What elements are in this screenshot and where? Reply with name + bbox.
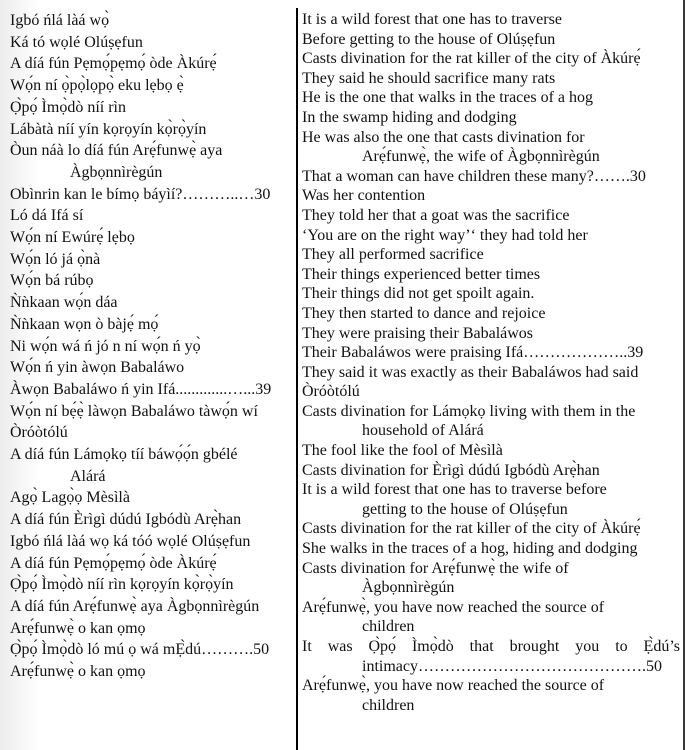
english-verse-line-text: It is a wild forest that one has to traverse (302, 11, 562, 28)
yoruba-verse-line (10, 379, 294, 401)
yoruba-verse-line (10, 97, 294, 119)
english-verse-line-continuation: household of Alárá (362, 422, 484, 440)
yoruba-verse-line-text: Ni wọ́n wá ń jó n ní wọ́n ń yọ̀ (10, 337, 201, 355)
yoruba-verse-line-text: Ǹǹkaan wọn ò bàjẹ́ mọ́ (10, 315, 159, 333)
yoruba-verse-line-text: Ọ̀pọ́ Ìmọ̀dò níí rìn kọrọyín kọ̀rọ̀yín (10, 576, 234, 594)
english-verse-line (302, 539, 680, 559)
yoruba-verse-line (10, 487, 294, 509)
english-verse-line (302, 382, 680, 402)
yoruba-verse-line (10, 661, 294, 683)
yoruba-verse-line (10, 444, 294, 487)
yoruba-verse-line (10, 205, 294, 227)
english-verse-line-continuation: intimacy…………………………………….50 (362, 657, 662, 675)
english-verse-line-text: Casts divination for the rat killer of the city of Àkúrẹ́ (302, 50, 641, 68)
yoruba-verse-line (10, 292, 294, 314)
yoruba-verse-line (10, 184, 294, 206)
yoruba-verse-line-text: Òróòtólú (10, 424, 68, 442)
yoruba-verse-line-text: Ọ̀pọ́ Ìmọ̀dò níí rìn (10, 98, 126, 116)
yoruba-verse-line-text: A díá fún Pẹmọ́pẹmọ́ òde Àkúrẹ́ (10, 55, 217, 73)
yoruba-verse-line-text: Òun náà lo díá fún Arẹ́funwẹ̀ aya (10, 142, 223, 160)
yoruba-verse-line (10, 314, 294, 336)
english-verse-line (302, 461, 680, 481)
yoruba-verse-line-text: A díá fún Lámọkọ tíí báwọ́ọ́n gbélé (10, 446, 238, 464)
yoruba-verse-line-text: A díá fún Arẹ́funwẹ̀ aya Àgbọnnìrègún (10, 597, 260, 615)
english-verse-line (302, 519, 680, 539)
yoruba-verse-line (10, 596, 294, 618)
yoruba-verse-line (10, 32, 294, 54)
english-verse-line (302, 128, 680, 167)
english-verse-line-text: Their things experienced better times (302, 265, 541, 283)
yoruba-verse-line-text: Lábàtà níí yín kọrọyín kọ̀rọ̀yín (10, 120, 207, 138)
yoruba-verse-line-continuation: Àgbọnnìrègún (70, 163, 163, 181)
english-verse-line-text: He was also the one that casts divination for (302, 128, 585, 146)
english-verse-line-text: Their things did not get spoilt again. (302, 285, 535, 303)
english-verse-line (302, 343, 680, 363)
english-verse-line-text: It is a wild forest that one has to traverse before (302, 481, 607, 499)
english-verse-line-text: Was her contention (302, 187, 426, 205)
english-verse-line-text: Before getting to the house of Olúṣẹfun (302, 30, 556, 48)
english-verse-line-continuation: getting to the house of Olúṣẹfun (362, 500, 568, 518)
english-verse-line-text: It was Ọ̀pọ́ Ìmọ̀dò that brought you to Ẹ̀dú’s (302, 638, 680, 655)
english-verse-line-text: They said he should sacrifice many rats (302, 69, 556, 87)
english-column (302, 10, 680, 715)
english-verse-line (302, 441, 680, 461)
yoruba-column (10, 10, 294, 683)
english-verse-line (302, 676, 680, 715)
yoruba-verse-line (10, 270, 294, 292)
yoruba-verse-line-continuation: Alárá (70, 467, 106, 485)
yoruba-verse-line-text: Wọ́n ní bẹ́ẹ̀ làwọn Babaláwo tàwọ́n wí (10, 402, 258, 420)
yoruba-verse-line (10, 119, 294, 141)
english-verse-line-continuation: children (362, 696, 415, 714)
english-verse-line-text: Arẹ́funwẹ̀, you have now reached the source of (302, 677, 605, 695)
english-verse-line-text: ‘You are on the right way’‘ they had told her (302, 226, 588, 244)
yoruba-verse-line-text: Igbó ńlá làá wọ̀ (10, 12, 110, 29)
yoruba-verse-line (10, 639, 294, 661)
yoruba-verse-line (10, 10, 294, 32)
english-verse-line-continuation: children (362, 618, 415, 636)
english-verse-line (302, 598, 680, 637)
english-verse-line (302, 10, 680, 30)
english-verse-line-continuation: Àgbọnnìrègún (362, 579, 455, 597)
english-verse-line-text: Casts divination for Èrìgì dúdú Igbódù Arẹ̀han (302, 461, 600, 479)
english-verse-line-text: Their Babaláwos were praising Ifá………………..39 (302, 344, 644, 362)
yoruba-verse-line-text: A díá fún Pẹmọ́pẹmọ́ òde Àkúrẹ́ (10, 554, 217, 572)
english-verse-line-text: The fool like the fool of Mèsìlà (302, 442, 503, 460)
english-verse-line (302, 559, 680, 598)
yoruba-verse-line (10, 401, 294, 423)
english-verse-line-text: They were praising their Babaláwos (302, 324, 534, 342)
yoruba-verse-line-text: A díá fún Èrìgì dúdú Igbódù Arẹ̀han (10, 511, 242, 529)
english-verse-line-text: Òróòtólú (302, 383, 360, 401)
english-verse-line (302, 480, 680, 519)
column-divider (296, 8, 298, 750)
yoruba-verse-line-text: Ká tó wọlé Olúṣẹfun (10, 33, 143, 51)
english-verse-line (302, 167, 680, 187)
english-verse-line (302, 363, 680, 383)
yoruba-verse-line (10, 553, 294, 575)
english-verse-line-text: They said it was exactly as their Babaláwos had said (302, 363, 639, 381)
yoruba-verse-line-text: Wọ́n ní Ewúrẹ́ lẹbọ (10, 229, 135, 247)
yoruba-verse-line (10, 422, 294, 444)
english-verse-line (302, 324, 680, 344)
page-right-border (683, 0, 685, 750)
yoruba-verse-line-text: Ọ̀pọ́ Ìmọ̀dò ló mú ọ wá mẸ̀dú……….50 (10, 641, 270, 659)
english-verse-line (302, 304, 680, 324)
yoruba-verse-line (10, 249, 294, 271)
english-verse-line (302, 186, 680, 206)
yoruba-verse-line (10, 574, 294, 596)
english-verse-line-text: They then started to dance and rejoice (302, 304, 546, 322)
english-verse-line-text: They told her that a goat was the sacrifice (302, 206, 570, 224)
english-verse-line (302, 265, 680, 285)
yoruba-verse-line-text: Wọ́n ń yin àwọn Babaláwo (10, 359, 185, 377)
yoruba-verse-line (10, 531, 294, 553)
yoruba-verse-line (10, 357, 294, 379)
english-verse-line-text: They all performed sacrifice (302, 246, 484, 264)
english-verse-line (302, 69, 680, 89)
english-verse-line-text: Casts divination for Lámọkọ living with them in the (302, 402, 636, 420)
yoruba-verse-line (10, 227, 294, 249)
english-verse-line-text: Casts divination for Arẹ́funwẹ̀ the wife of (302, 559, 569, 577)
english-verse-line (302, 245, 680, 265)
english-verse-line (302, 108, 680, 128)
yoruba-verse-line (10, 140, 294, 183)
english-verse-line-text: That a woman can have children these many?…….30 (302, 167, 646, 185)
yoruba-verse-line-text: Wọ́n ní ọ̀pọ̀lọpọ̀ eku lẹbọ ẹ̀ (10, 77, 184, 95)
yoruba-verse-line-text: Arẹ́funwẹ̀ o kan ọmọ (10, 663, 146, 681)
yoruba-verse-line-text: Wọ́n ló já ọ̀nà (10, 250, 101, 268)
yoruba-verse-line-text: Igbó ńlá làá wọ ká tóó wọlé Olúṣẹfun (10, 532, 251, 550)
yoruba-verse-line-text: Àwọn Babaláwo ń yin Ifá.............…...39 (10, 380, 272, 398)
english-verse-line-text: Casts divination for the rat killer of the city of Àkúrẹ́ (302, 520, 641, 538)
english-verse-line (302, 88, 680, 108)
english-verse-line (302, 284, 680, 304)
yoruba-verse-line (10, 336, 294, 358)
english-verse-line (302, 206, 680, 226)
english-verse-line (302, 49, 680, 69)
yoruba-verse-line (10, 53, 294, 75)
english-verse-line-text: She walks in the traces of a hog, hiding and dodging (302, 540, 638, 558)
english-verse-line (302, 637, 680, 676)
yoruba-verse-line-text: Ló dá Ifá sí (10, 207, 84, 225)
yoruba-verse-line-text: Wọ́n bá rúbọ (10, 272, 94, 290)
yoruba-verse-line (10, 75, 294, 97)
english-verse-line-text: Arẹ́funwẹ̀, you have now reached the source of (302, 598, 605, 616)
english-verse-line-text: In the swamp hiding and dodging (302, 108, 517, 126)
yoruba-verse-line-text: Ǹǹkaan wọ́n dáa (10, 294, 118, 312)
yoruba-verse-line-text: Arẹ́funwẹ̀ o kan ọmọ (10, 619, 146, 637)
yoruba-verse-line-text: Agọ̀ Lagọ̀ọ Mèsìlà (10, 489, 130, 507)
yoruba-verse-line (10, 509, 294, 531)
english-verse-line-continuation: Arẹ́funwẹ̀, the wife of Àgbọnnìrègún (362, 148, 600, 166)
yoruba-verse-line (10, 618, 294, 640)
yoruba-verse-line-text: Obìnrin kan le bímọ báyìí?………..…30 (10, 185, 271, 203)
english-verse-line-text: He is the one that walks in the traces of a hog (302, 89, 594, 107)
english-verse-line (302, 226, 680, 246)
english-verse-line (302, 30, 680, 50)
english-verse-line (302, 402, 680, 441)
